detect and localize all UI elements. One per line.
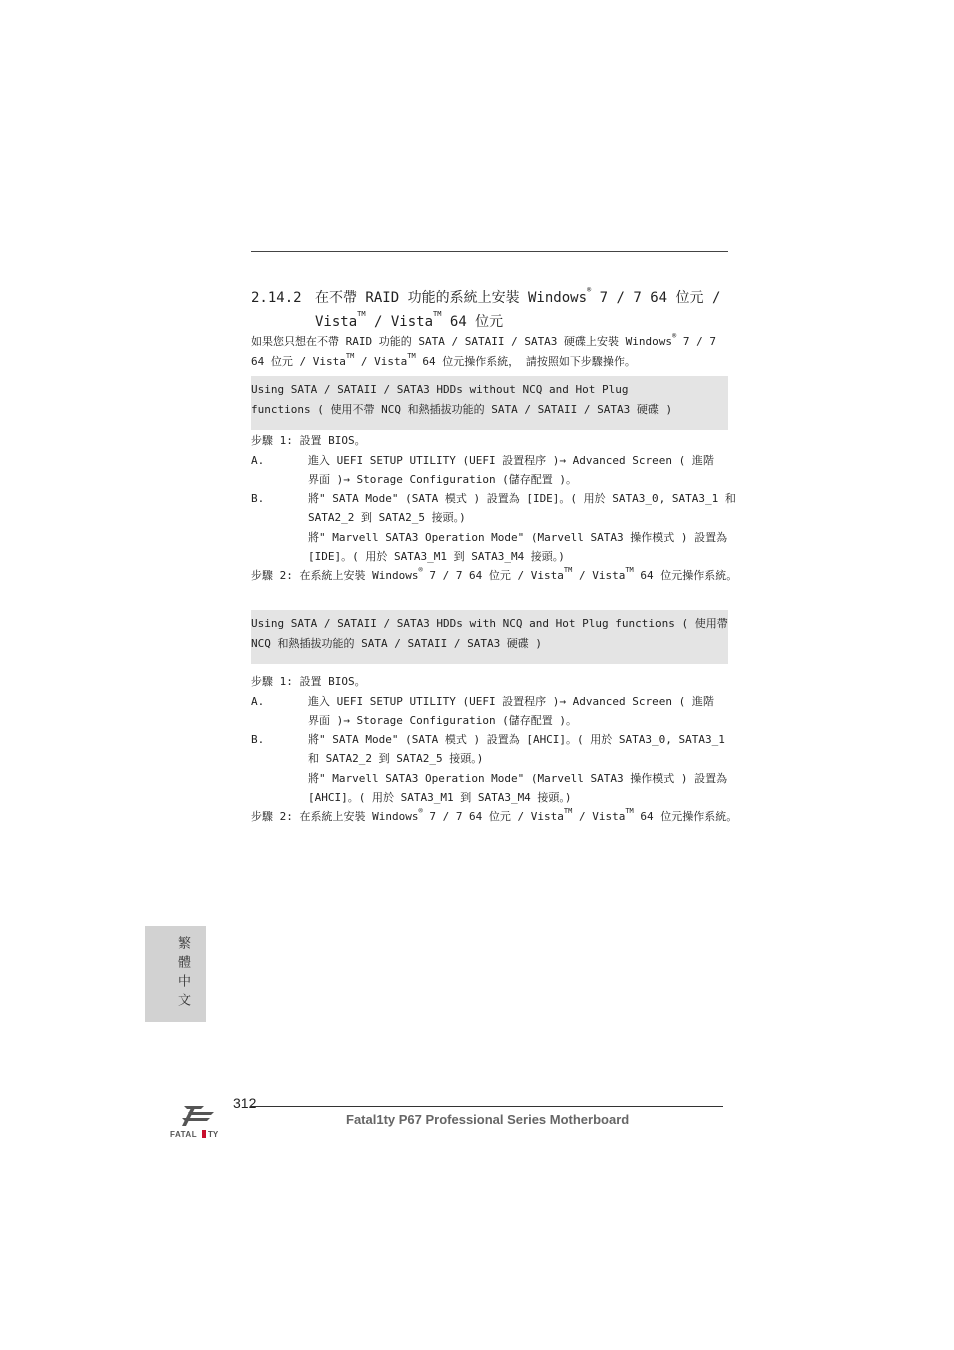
section-heading: 2.14.2 在不帶 RAID 功能的系統上安裝 Windows® 7 / 7 64 位元 / Vista™ / Vista™ 64 位元 <box>251 286 721 330</box>
section2-step2: 步驟 2: 在系統上安裝 Windows® 7 / 7 64 位元 / Vista™ / Vista™ 64 位元操作系統。 <box>251 807 738 823</box>
svg-text:TY: TY <box>208 1130 219 1139</box>
section1-step2: 步驟 2: 在系統上安裝 Windows® 7 / 7 64 位元 / Vista™ / Vista™ 64 位元操作系統。 <box>251 566 738 582</box>
top-rule <box>251 251 728 252</box>
section1-banner: Using SATA / SATAII / SATA3 HDDs without NCQ and Hot Plug functions ( 使用不帶 NCQ 和熱插拔功能的 SATA / SATAII / SATA3 硬碟 ) <box>251 376 728 430</box>
intro-paragraph: 如果您只想在不帶 RAID 功能的 SATA / SATAII / SATA3 硬碟上安裝 Windows® 7 / 7 64 位元 / Vista™ / Vista™ 64 位元操作系統， 請按照如下步驟操作。 <box>251 332 717 368</box>
svg-text:FATAL: FATAL <box>170 1130 198 1139</box>
footer-rule <box>251 1106 723 1107</box>
language-side-tab: 繁體中文 <box>145 926 206 1022</box>
section-number: 2.14.2 <box>251 290 302 306</box>
section1-step1: 步驟 1: 設置 BIOS。 <box>251 434 366 447</box>
footer-title: Fatal1ty P67 Professional Series Motherboard <box>346 1112 630 1127</box>
fatal1ty-logo <box>170 1102 230 1142</box>
page-number: 312 <box>233 1095 257 1111</box>
section2-step1: 步驟 1: 設置 BIOS。 <box>251 675 366 688</box>
section2-banner: Using SATA / SATAII / SATA3 HDDs with NCQ and Hot Plug functions ( 使用帶 NCQ 和熱插拔功能的 SATA / SATAII / SATA3 硬碟 ) <box>251 610 728 664</box>
